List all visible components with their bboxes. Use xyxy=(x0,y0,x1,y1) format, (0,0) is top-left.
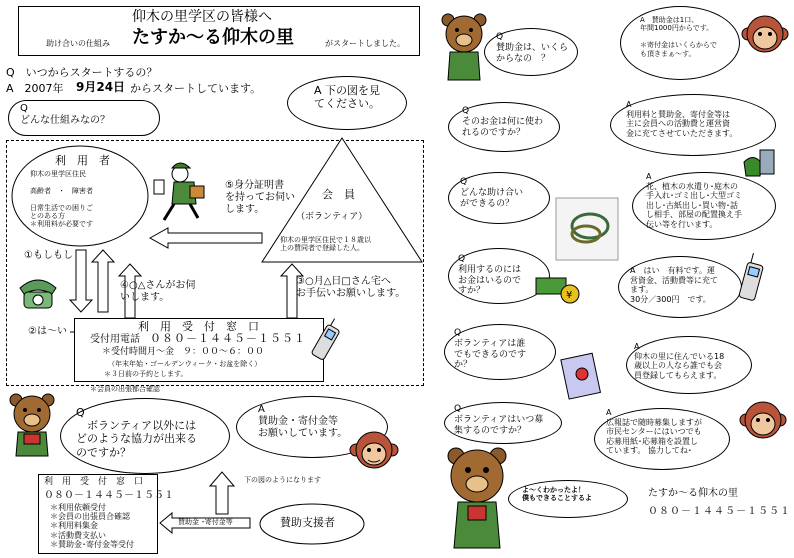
user-body: 仰木の里学区住民 高齢者 ・ 障害者 日常生活での困りご とのある方 ＊利用料が必要です xyxy=(30,170,93,229)
intro-a1-suffix: からスタートしています。 xyxy=(130,82,262,95)
svg-text:¥: ¥ xyxy=(566,290,573,301)
header-kicker: 助け合いの仕組み xyxy=(46,39,110,48)
donation-label: 賛助金 ･寄付金等 xyxy=(178,518,233,526)
flow-note: 下の図のようになります xyxy=(244,476,321,484)
header-title: 仰木の里学区の皆様へ xyxy=(132,9,272,25)
right-a4: A はい 有料です。運 営資金、活動費等に充て ます。 30分／300円 です。 xyxy=(630,266,718,304)
header-suffix: がスタートしました。 xyxy=(325,39,405,48)
intro-q2: Q どんな仕組みなの？ xyxy=(20,103,110,126)
footer-name: たすか～る仰木の里 xyxy=(648,488,738,499)
monkey-top-icon xyxy=(742,16,788,52)
intro-a2: A 下の図を見 てください。 xyxy=(314,84,381,111)
bottom-desk-items: ＊利用依頼受付 ＊会員の出張員合確認 ＊利用料集金 ＊活動費支払い ＊賛助金･寄付金等受付 xyxy=(50,503,134,549)
step-3: ③○月△日□さん宅へ お手伝いお願いします。 xyxy=(296,276,406,299)
right-q3: Q どんな助け合い ができるの？ xyxy=(460,177,524,209)
desk-title: 利 用 受 付 窓 口 xyxy=(138,320,259,333)
desk-hours: ＊受付時間月～金 ９：００～６：００ xyxy=(102,347,265,357)
trash-icon xyxy=(744,150,774,176)
step-2: ②は～い xyxy=(28,326,67,337)
bottom-a: A 賛助金・寄付金等 お願いしています。 xyxy=(258,404,348,439)
bear-speech: よ～くわかったよ！ 僕もできることするよ xyxy=(522,486,592,503)
desk-phone: ０８０－１４４５－１５５１ xyxy=(150,332,306,345)
member-title: 会 員 xyxy=(322,188,355,201)
right-a1: A 賛助金は1口、 年間1000円からです。 ＊寄付金はいくらからで も頂きまぁ～す。 xyxy=(640,16,717,58)
mobile-phone-right-icon xyxy=(739,252,766,301)
bottom-desk-phone: ０８０－１４４５－１５５１ xyxy=(44,490,174,501)
desk-reserve: ＊３日前の予約とします。 xyxy=(104,370,188,378)
right-a3: A 花、植木の水遣り･庭木の 手入れ･ゴミ出し･大型ゴミ 出し･古紙出し･買い物･話 し相手、部屋の配置換え手 伝い等を行います。 xyxy=(646,172,742,229)
bottom-desk-title: 利 用 受 付 窓 口 xyxy=(44,477,144,487)
monkey-bottom-icon xyxy=(740,402,786,438)
application-paper-icon xyxy=(561,353,601,399)
bear-bottom-icon xyxy=(448,448,506,548)
intro-a1-prefix: A 2007年 xyxy=(6,82,64,95)
member-body: 仰木の里学区住民で１８歳以 上の賛同者で登録した人。 xyxy=(280,236,371,253)
right-q2: Q そのお金は何に使わ れるのですか？ xyxy=(462,106,544,138)
member-sub: （ボランティア） xyxy=(296,212,368,222)
step-4: ④○△さんがお伺 いします。 xyxy=(120,280,196,303)
right-a6: A 広報誌で随時募集しますが 市民センターにはいつでも 応募用紙･応募箱を設置し ています。 協力してね･ xyxy=(606,408,702,456)
header-main: たすか～る仰木の里 xyxy=(132,27,294,48)
desk-holiday: （年末年始・ゴールデンウィーク・お盆を除く） xyxy=(108,360,262,368)
bottom-q: Q ボランティア以外には どのような協力が出来る のですか？ xyxy=(76,406,197,459)
money-icon xyxy=(536,278,579,303)
right-q4: Q 利用するのには お金はいるので すか？ xyxy=(458,254,522,297)
support-label: 賛助支援者 xyxy=(280,516,335,529)
right-a2: A 利用料と賛助金、寄付金等は 主に会員への活動費と運営資 金に充てさせていただきます。 xyxy=(626,100,738,138)
desk-phone-label: 受付用電話 xyxy=(90,334,140,345)
desk-note: ＊会員の出張都合確認 xyxy=(90,385,160,393)
step-5: ⑤身分証明書 を持ってお伺い します。 xyxy=(225,180,295,215)
intro-a1-date: 9月24日 xyxy=(76,80,126,94)
right-q6: Q ボランティアはいつ募 集するのですか？ xyxy=(454,404,544,436)
right-a5: A 仰木の里に住んでいる18 歳以上の人なら誰でも会 員登録してもらえます。 xyxy=(634,342,725,380)
step-1: ①もしもし xyxy=(24,250,73,261)
footer-phone: ０８０－１４４５－１５５１ xyxy=(648,506,791,517)
intro-q1: Q いつからスタートするの？ xyxy=(6,66,158,79)
user-title: 利 用 者 xyxy=(55,154,110,167)
right-q5: Q ボランティアは誰 でもできるのです か？ xyxy=(454,328,527,371)
right-q1: Q 賛助金は、いくら からなの ？ xyxy=(496,32,569,64)
garden-hose-icon xyxy=(556,198,618,260)
